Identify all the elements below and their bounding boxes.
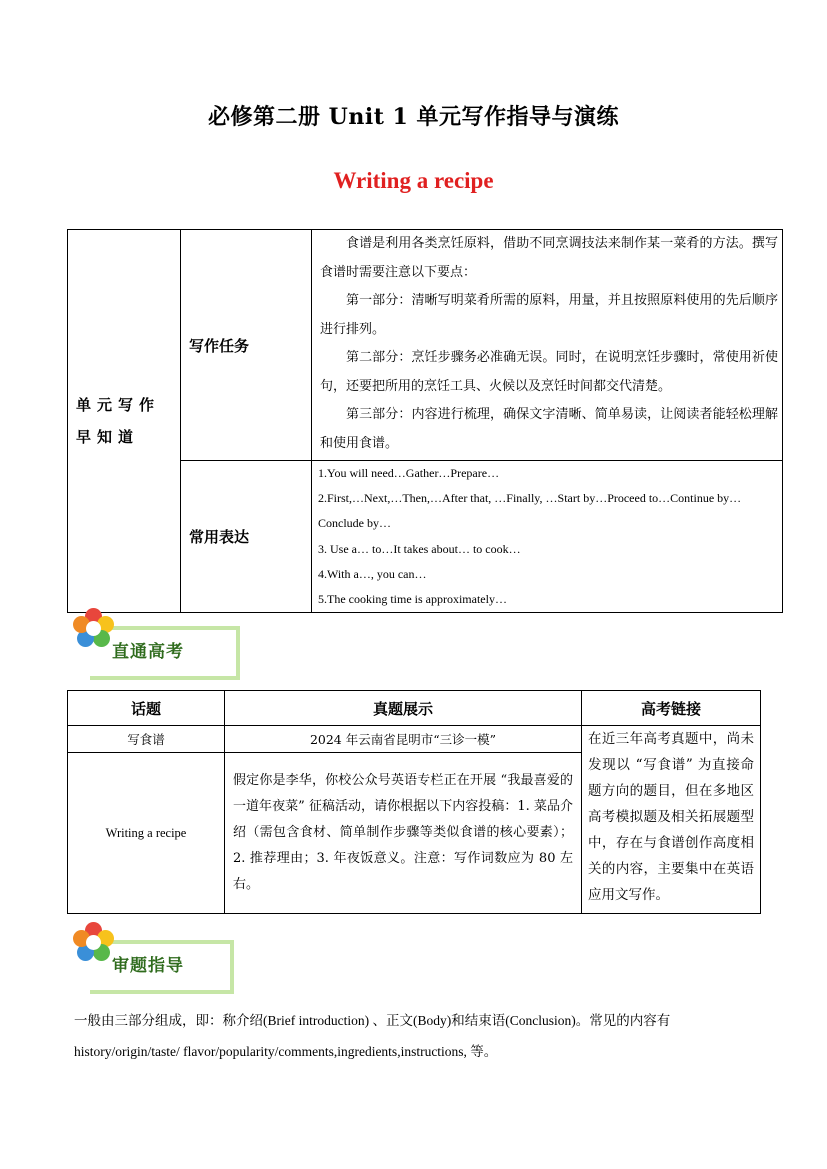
expressions-label: 常用表达 bbox=[181, 461, 312, 613]
expression-item: 2.First,…Next,…Then,…After that, …Finally, …Start by…Proceed to…Continue by…Conclude by… bbox=[318, 491, 742, 531]
exam-table bbox=[67, 690, 761, 914]
task-paragraph: 第三部分：内容进行梳理，确保文字清晰、简单易读，让阅读者能轻松理解和使用食谱。 bbox=[320, 407, 778, 451]
exam-section-badge bbox=[72, 608, 247, 670]
task-paragraph: 食谱是利用各类烹饪原料，借助不同烹调技法来制作某一菜肴的方法。撰写食谱时需要注意以下要点： bbox=[320, 236, 778, 280]
writing-type-cell: Writing a recipe bbox=[68, 753, 225, 914]
page-title: 必修第二册 Unit 1 单元写作指导与演练 bbox=[208, 104, 619, 130]
link-cell: 在近三年高考真题中，尚未发现以 “写食谱” 为直接命题方向的题目，但在多地区高考模拟题及相关拓展题型中，存在与食谱创作高度相关的内容，主要集中在英语应用文写作。 bbox=[582, 726, 761, 914]
page-subtitle: Writing a recipe bbox=[333, 168, 494, 193]
expression-item: 3. Use a… to…It takes about… to cook… bbox=[318, 541, 521, 556]
badge-label: 审题指导 bbox=[112, 956, 184, 976]
column-header: 真题展示 bbox=[225, 691, 582, 726]
task-label: 写作任务 bbox=[181, 230, 312, 461]
prompt-cell: 假定你是李华，你校公众号英语专栏正在开展 “我最喜爱的一道年夜菜” 征稿活动，请你根据以下内容投稿：1. 菜品介绍（需包含食材、简单制作步骤等类似食谱的核心要素）；2. 推荐理由；3. 年夜饭意义。注意：写作词数应为 80 左右。 bbox=[225, 753, 582, 914]
expression-item: 1.You will need…Gather…Prepare… bbox=[318, 466, 500, 480]
flower-icon bbox=[72, 608, 116, 652]
knowledge-table bbox=[67, 229, 783, 613]
guidance-text: 一般由三部分组成，即：称介绍(Brief introduction) 、正文(Body)和结束语(Conclusion)。常见的内容有history/origin/taste/ flavor/popularity/comments,ingredients,instructions, 等。 bbox=[74, 1013, 671, 1059]
topic-cell: 写食谱 bbox=[68, 726, 225, 753]
column-header: 话题 bbox=[68, 691, 225, 726]
expressions-content bbox=[312, 461, 783, 613]
section-label: 单元写作早知道 bbox=[68, 230, 181, 613]
guidance-section-badge bbox=[72, 922, 247, 984]
expression-item: 4.With a…, you can… bbox=[318, 566, 427, 581]
column-header: 高考链接 bbox=[582, 691, 761, 726]
expression-item: 5.The cooking time is approximately… bbox=[318, 592, 507, 607]
task-content bbox=[312, 230, 783, 461]
task-paragraph: 第一部分：清晰写明菜肴所需的原料，用量，并且按照原料使用的先后顺序进行排列。 bbox=[320, 293, 778, 337]
flower-icon bbox=[72, 922, 116, 966]
source-cell: 2024 年云南省昆明市“三诊一模” bbox=[225, 726, 582, 753]
task-paragraph: 第二部分：烹饪步骤务必准确无误。同时，在说明烹饪步骤时，常使用祈使句，还要把所用的烹饪工具、火候以及烹饪时间都交代清楚。 bbox=[320, 350, 778, 394]
badge-label: 直通高考 bbox=[112, 642, 184, 662]
